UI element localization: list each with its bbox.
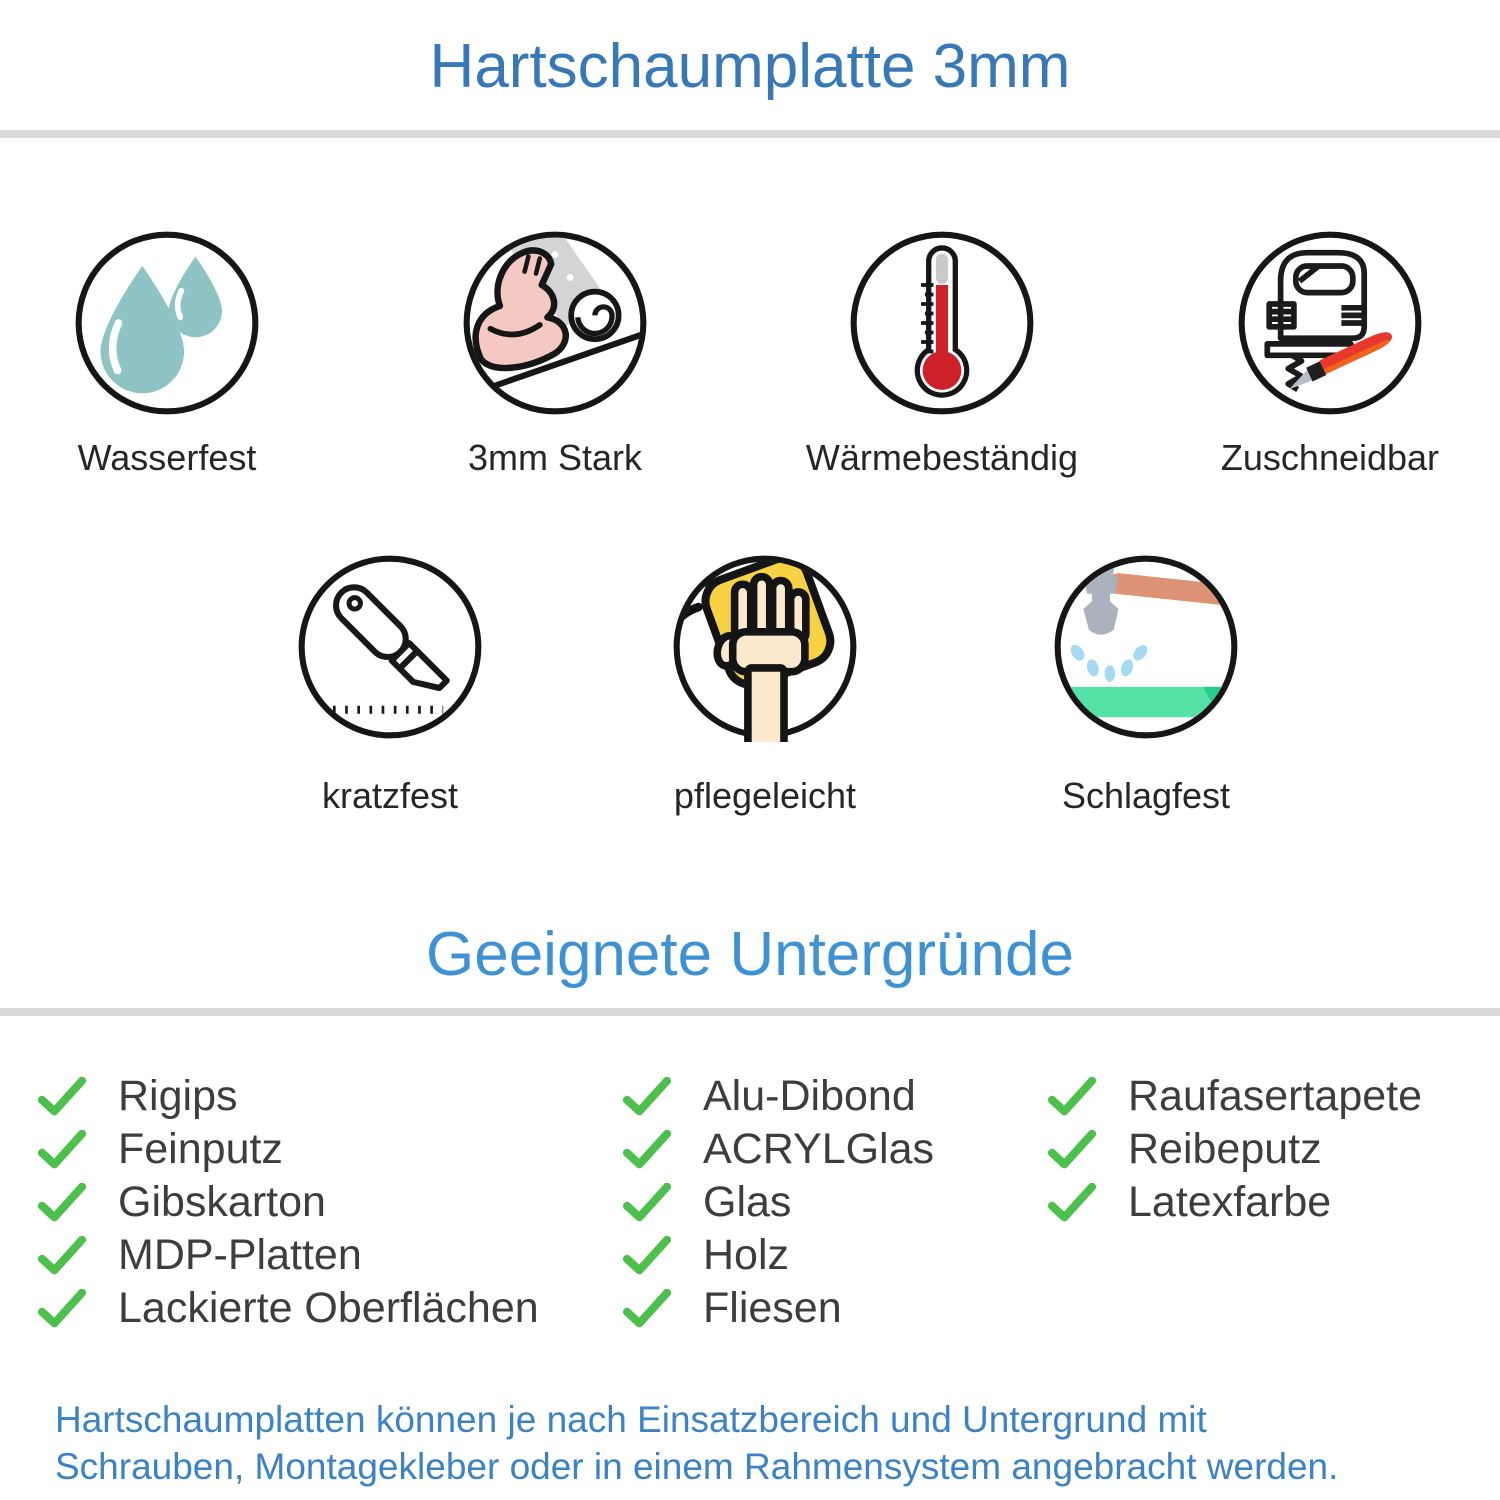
list-item — [623, 1123, 934, 1176]
substrate-column-2 — [623, 1070, 934, 1335]
feature-schlagfest — [956, 552, 1336, 818]
section-title: Geeignete Untergründe — [425, 920, 1074, 989]
feature-label: 3mm Stark — [467, 437, 643, 478]
wiping-hand-icon — [670, 552, 860, 742]
check-icon — [623, 1077, 671, 1117]
list-item-label: Reibeputz — [1128, 1125, 1322, 1173]
list-item — [623, 1282, 934, 1335]
water-drops-icon — [72, 228, 262, 418]
feature-3mm-stark — [365, 228, 745, 480]
list-item-label: Rigips — [118, 1072, 238, 1120]
substrate-column-1 — [38, 1070, 539, 1335]
check-icon — [38, 1130, 86, 1170]
list-item — [38, 1123, 539, 1176]
list-item-label: MDP-Platten — [118, 1231, 362, 1279]
thermometer-icon — [847, 228, 1037, 418]
feature-label: kratzfest — [321, 775, 459, 816]
list-item — [623, 1229, 934, 1282]
list-item — [1048, 1176, 1422, 1229]
check-icon — [38, 1289, 86, 1329]
check-icon — [1048, 1077, 1096, 1117]
feature-pflegeleicht — [575, 552, 955, 818]
feature-kratzfest — [200, 552, 580, 818]
check-icon — [1048, 1183, 1096, 1223]
jigsaw-knife-icon — [1235, 228, 1425, 418]
list-item-label: ACRYLGlas — [703, 1125, 935, 1173]
page-title: Hartschaumplatte 3mm — [429, 32, 1071, 101]
check-icon — [623, 1289, 671, 1329]
divider — [0, 1008, 1500, 1016]
list-item-label: Feinputz — [118, 1125, 283, 1173]
utility-knife-icon — [295, 552, 485, 742]
feature-waermebestaendig — [752, 228, 1132, 480]
muscle-arm-icon — [460, 228, 650, 418]
feature-label: Zuschneidbar — [1220, 437, 1440, 478]
feature-label: Wasserfest — [77, 437, 257, 478]
list-item-label: Holz — [703, 1231, 790, 1279]
check-icon — [623, 1183, 671, 1223]
list-item — [623, 1070, 934, 1123]
check-icon — [623, 1236, 671, 1276]
list-item — [38, 1282, 539, 1335]
feature-wasserfest — [0, 228, 357, 480]
list-item-label: Latexfarbe — [1128, 1178, 1332, 1226]
feature-label: Wärmebeständig — [805, 437, 1079, 478]
list-item-label: Glas — [703, 1178, 792, 1226]
footer-line: Hartschaumplatten können je nach Einsatzbereich und Untergrund mit — [55, 1399, 1207, 1440]
check-icon — [38, 1077, 86, 1117]
list-item-label: Fliesen — [703, 1284, 842, 1332]
footer-line: Schrauben, Montagekleber oder in einem Rahmensystem angebracht werden. — [55, 1446, 1339, 1487]
list-item-label: Gibskarton — [118, 1178, 326, 1226]
list-item-label: Raufasertapete — [1128, 1072, 1423, 1120]
list-item — [38, 1229, 539, 1282]
list-item-label: Alu-Dibond — [703, 1072, 916, 1120]
check-icon — [38, 1236, 86, 1276]
substrate-column-3 — [1048, 1070, 1422, 1229]
list-item — [1048, 1070, 1422, 1123]
feature-label: pflegeleicht — [673, 775, 857, 816]
list-item-label: Lackierte Oberflächen — [118, 1284, 539, 1332]
footer-note — [55, 1396, 1338, 1490]
check-icon — [1048, 1130, 1096, 1170]
list-item — [38, 1176, 539, 1229]
divider — [0, 130, 1500, 138]
list-item — [38, 1070, 539, 1123]
list-item — [623, 1176, 934, 1229]
feature-zuschneidbar — [1140, 228, 1500, 480]
list-item — [1048, 1123, 1422, 1176]
check-icon — [38, 1183, 86, 1223]
check-icon — [623, 1130, 671, 1170]
feature-label: Schlagfest — [1061, 775, 1231, 816]
hammer-icon — [1051, 552, 1241, 742]
